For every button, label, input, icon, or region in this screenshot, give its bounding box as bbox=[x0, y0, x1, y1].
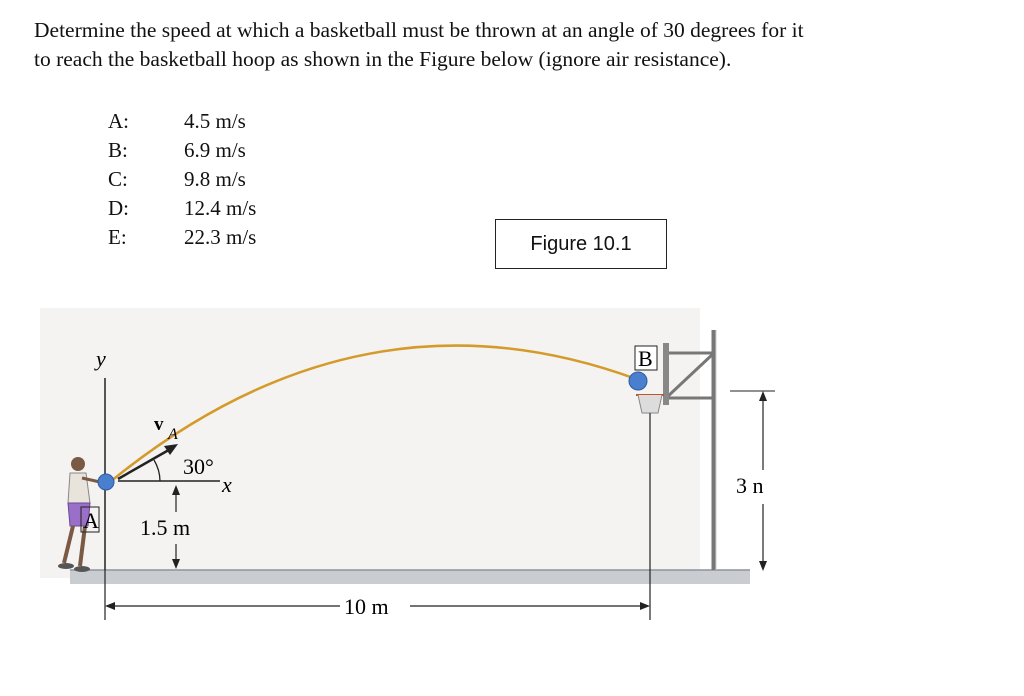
option-value: 9.8 m/s bbox=[184, 167, 246, 191]
option-value: 6.9 m/s bbox=[184, 138, 246, 162]
option-letter: B: bbox=[108, 138, 128, 162]
hoop-height-label: 3 n bbox=[736, 473, 764, 498]
angle-label: 30° bbox=[183, 454, 214, 479]
hoop-arrowhead-down bbox=[759, 561, 767, 571]
velocity-subscript: A bbox=[168, 426, 178, 443]
option-letter: D: bbox=[108, 196, 129, 220]
option-letter: A: bbox=[108, 109, 129, 133]
question-line-2: to reach the basketball hoop as shown in the Figure below (ignore air resistance). bbox=[34, 47, 732, 71]
distance-arrowhead-left bbox=[105, 602, 115, 610]
point-a-label: A bbox=[83, 508, 99, 533]
hoop-arrowhead-up bbox=[759, 391, 767, 401]
question-line-1: Determine the speed at which a basketball must be thrown at an angle of 30 degrees for it bbox=[34, 18, 804, 42]
ball-at-a bbox=[98, 474, 114, 490]
figure-caption: Figure 10.1 bbox=[530, 232, 632, 255]
y-axis-label: y bbox=[96, 346, 106, 371]
point-b-label: B bbox=[638, 346, 653, 371]
basketball-diagram bbox=[30, 298, 790, 688]
distance-arrowhead-right bbox=[640, 602, 650, 610]
ball-at-b bbox=[629, 372, 647, 390]
option-value: 4.5 m/s bbox=[184, 109, 246, 133]
release-height-label: 1.5 m bbox=[140, 515, 191, 540]
option-letter: C: bbox=[108, 167, 128, 191]
option-value: 12.4 m/s bbox=[184, 196, 257, 220]
option-letter: E: bbox=[108, 225, 127, 249]
floor bbox=[70, 570, 750, 584]
option-value: 22.3 m/s bbox=[184, 225, 257, 249]
figure-caption-box bbox=[495, 219, 667, 269]
question-text bbox=[34, 16, 994, 74]
distance-label: 10 m bbox=[344, 594, 389, 619]
x-axis-label: x bbox=[222, 472, 232, 497]
velocity-label: v bbox=[154, 414, 164, 435]
diagram-background bbox=[40, 308, 700, 578]
diagram-svg bbox=[30, 298, 790, 688]
